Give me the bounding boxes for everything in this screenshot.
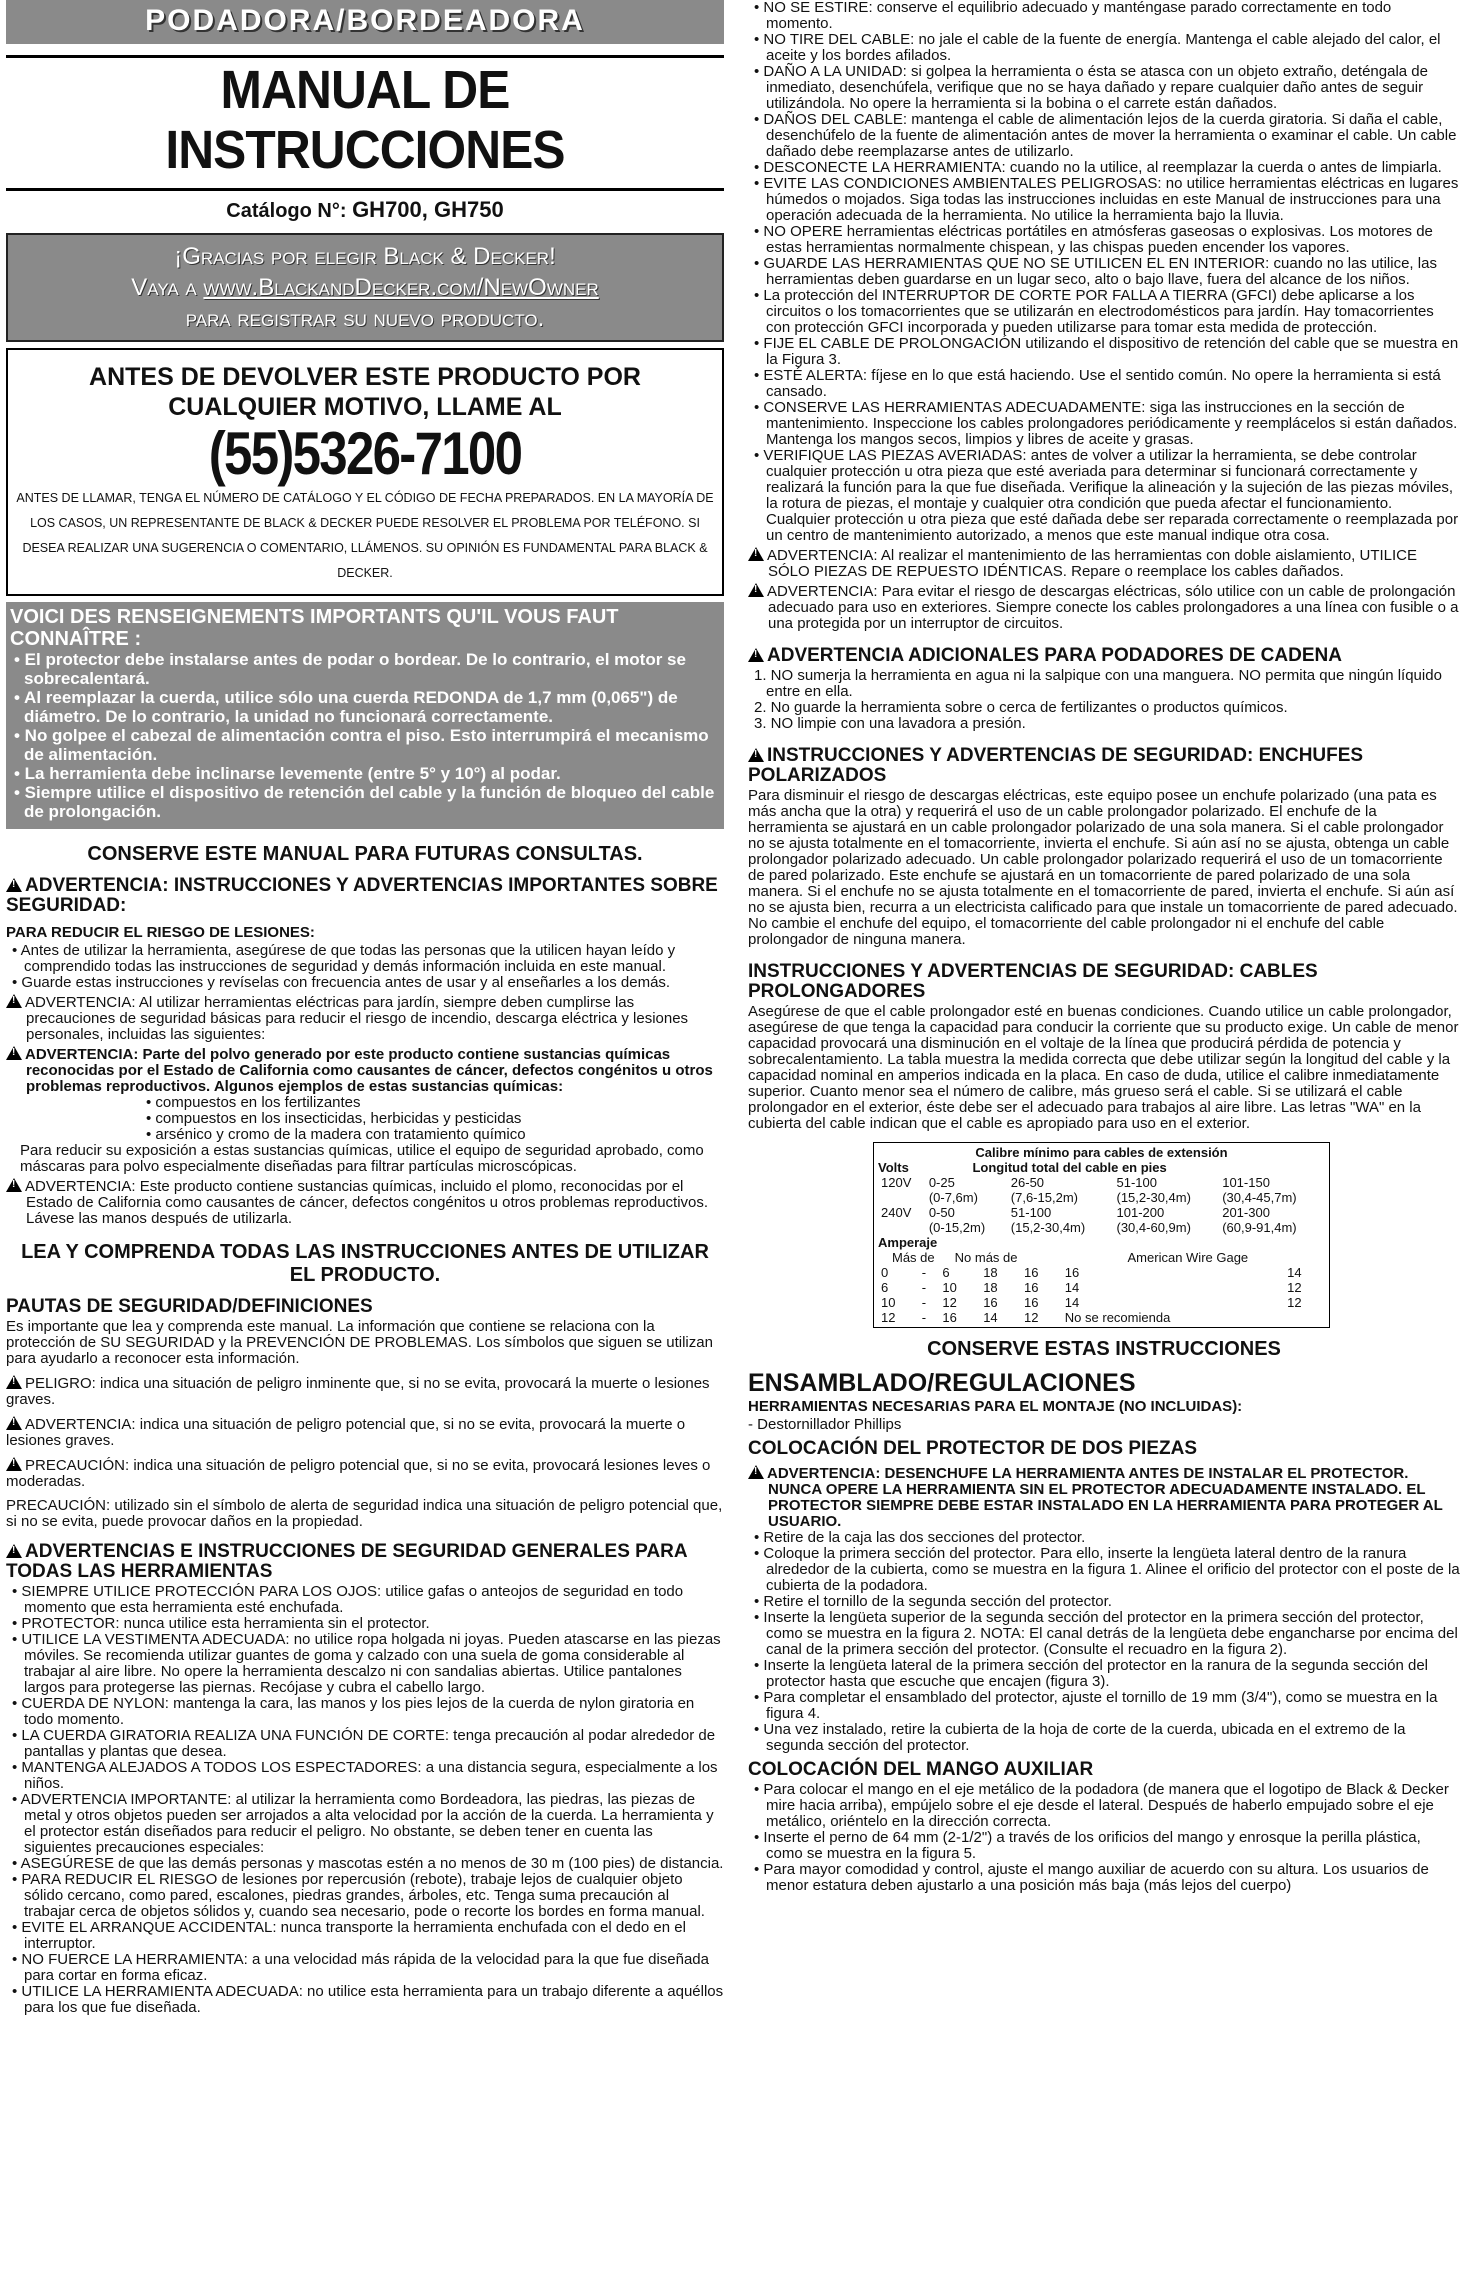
thanks-line1: ¡Gracias por elegir Black & Decker! [174,243,556,270]
list-item: • EVITE EL ARRANQUE ACCIDENTAL: nunca transporte la herramienta enchufada con el dedo en el interruptor. [12,1919,686,1952]
table-cell: 6 [881,1280,889,1295]
cable-text: Asegúrese de que el cable prolongador esté en buenas condiciones. Cuando utilice un cable prolongador, asegúrese de que tenga la capacidad para conducir la corriente que su producto exige. Un cable de menor capacidad provocará una disminución en el voltaje de la línea que producirá pérdida de potencia y sobrecalentamiento. La tabla muestra la medida correcta que debe utilizar según la longitud del cable y la capacidad nominal en amperios indicada en la placa. En caso de duda, utilice el calibre inmediatamente superior. Cuanto menor sea el número de calibre, más grueso será el cable. Si se utilizará el cable prolongador en el exterior, éste debe ser el adecuado para trabajos al aire libre. Las letras "WA" en la cubierta del cable indican que el cable es apropiado para uso en el exterior. [748,1003,1459,1132]
read-all-heading: LEA Y COMPRENDA TODAS LAS INSTRUCCIONES ANTES DE UTILIZAR EL PRODUCTO. [21,1241,709,1286]
table-cell: - [921,1265,927,1280]
important-box [6,602,724,829]
table-cell: (15,2-30,4m) [1010,1220,1086,1235]
list-item: • Una vez instalado, retire la cubierta de la hoja de corte de la cuerda, ubicada en el extremo de la segunda sección del protector. [754,1721,1406,1754]
list-item: • Para mayor comodidad y control, ajuste el mango auxiliar de acuerdo con su altura. Los usuarios de menor estatura deben ajustarlo a una posición más baja (más lejos del cuerpo) [754,1861,1429,1894]
phone-number: (55)5326-7100 [208,420,522,487]
list-item: • PROTECTOR: nunca utilice esta herramienta sin el protector. [12,1615,430,1632]
list-item: • Para completar el ensamblado del protector, ajuste el tornillo de 19 mm (3/4"), como se muestra en la figura 4. [754,1689,1438,1722]
important-title: VOICI DES RENSEIGNEMENTS IMPORTANTS QU'IL VOUS FAUT CONNAÎTRE : [10,606,619,650]
important-item: • La herramienta debe inclinarse levemente (entre 5° y 10°) al podar. [14,764,561,783]
table-cell: (60,9-91,4m) [1222,1220,1297,1235]
tools-title: HERRAMIENTAS NECESARIAS PARA EL MONTAJE (NO INCLUIDAS): [748,1398,1243,1415]
list-item: • Antes de utilizar la herramienta, asegúrese de que todas las personas que la utilicen hayan leído y comprendido todas las instrucciones de seguridad y demás información incluida en este manual. [12,942,676,975]
table-title: Calibre mínimo para cables de extensión [975,1145,1228,1160]
pautas-text: Es importante que lea y comprenda este manual. La información que contiene se relaciona con la protección de SU SEGURIDAD y la PREVENCIÓN DE PROBLEMAS. Los símbolos que siguen se utilizan para ayudarlo a reconocer esta información. [6,1318,713,1367]
volts-row [878,1220,1325,1235]
reduce-risk: PARA REDUCIR EL RIESGO DE LESIONES: [6,924,315,941]
table-cell [878,1220,926,1235]
table-header: Volts Longitud total del cable en pies [878,1160,1167,1175]
list-item: • La protección del INTERRUPTOR DE CORTE POR FALLA A TIERRA (GFCI) debe aplicarse a los circuitos o los tomacorrientes que se utilizarán en electrodomésticos para jardín. Hay tomacorrientes con protección GFCI incorporada y pueden utilizarse para tomar esta medida de protección. [754,287,1434,336]
warning-icon [6,1178,22,1192]
list-item: • Inserte la lengüeta lateral de la primera sección del protector en la ranura de la segunda sección del protector hasta que escuche que encajen (figura 3). [754,1657,1428,1690]
table-cell: 14 [983,1310,998,1325]
thanks-prefix: Vaya a [131,274,197,301]
amp-label: Amperaje [878,1235,938,1250]
table-cell: (30,4-60,9m) [1116,1220,1191,1235]
table-cell: 0 [881,1265,889,1280]
list-item: • Retire de la caja las dos secciones del protector. [754,1529,1086,1546]
table-cell: 12 [1287,1280,1302,1295]
amp-header: Más de No más de American Wire Gage [892,1250,1249,1265]
amp-row [878,1295,1325,1310]
table-cell: 120V [881,1175,912,1190]
important-item: • Al reemplazar la cuerda, utilice sólo una cuerda REDONDA de 1,7 mm (0,065") de diámetro. De lo contrario, la unidad no funcionará correctamente. [14,688,678,726]
table-cell: 16 [1024,1295,1039,1310]
table-cell: - [921,1295,927,1310]
important-item: • El protector debe instalarse antes de podar o bordear. De lo contrario, el motor se sobrecalentará. [14,650,686,688]
table-cell: 51-100 [1116,1175,1157,1190]
list-item: • NO SE ESTIRE: conserve el equilibrio adecuado y manténgase parado correctamente en todo momento. [754,0,1392,32]
table-cell: (0-15,2m) [928,1220,986,1235]
table-cell: 101-150 [1222,1175,1270,1190]
warning-icon [6,878,22,892]
left-column [6,0,724,2016]
table-cell: 16 [1024,1265,1039,1280]
list-item: • UTILICE LA HERRAMIENTA ADECUADA: no utilice esta herramienta para un trabajo diferente a aquéllos para los que fue diseñada. [12,1983,724,2016]
call-body: ANTES DE LLAMAR, TENGA EL NÚMERO DE CATÁLOGO Y EL CÓDIGO DE FECHA PREPARADOS. EN LA MAYORÍA DE LOS CASOS, UN REPRESENTANTE DE BLACK & DECKER PUEDE RESOLVER EL PROBLEMA POR TELÉFONO. SI DESEA REALIZAR UNA SUGERENCIA O COMENTARIO, LLÁMENOS. SU OPINIÓN ES FUNDAMENTAL PARA BLACK & DECKER. [16,491,714,580]
keep-manual: CONSERVE ESTE MANUAL PARA FUTURAS CONSULTAS. [87,843,643,865]
precaucion-def: !PRECAUCIÓN: indica una situación de peligro potencial que, si no se evita, provocará lesiones leves o moderadas. [6,1457,724,1490]
call-heading: ANTES DE DEVOLVER ESTE PRODUCTO POR CUALQUIER MOTIVO, LLAME AL [89,363,641,421]
list-item: • DAÑO A LA UNIDAD: si golpea la herramienta o ésta se atasca con un objeto extraño, deténgala de inmediato, desenchúfela, verifique que no se haya dañado y repare cualquier daño antes de seguir utilizándola. No opere la herramienta si la bobina o el carrete están dañados. [754,63,1428,112]
list-item: • CONSERVE LAS HERRAMIENTAS ADECUADAMENTE: siga las instrucciones en la sección de mantenimiento. Inspeccione los cables prolongadores periódicamente y reemplácelos si están dañados. Mantenga los mangos secos, limpios y libres de aceite y grasas. [754,399,1458,448]
advertencia-def: !ADVERTENCIA: indica una situación de peligro potencial que, si no se evita, provocará la muerte o lesiones graves. [6,1416,724,1449]
table-cell: (15,2-30,4m) [1116,1190,1191,1205]
list-item: • UTILICE LA VESTIMENTA ADECUADA: no utilice ropa holgada ni joyas. Pueden atascarse en las piezas móviles. Se recomienda utilizar guantes de goma y calzado con una suela de goma considerable al trabajar al aire libre. No opere la herramienta descalzo ni con sandalias abiertas. Utilice pantalones largos para protegerse las piernas. Recójase y cubra el cabello largo. [12,1631,721,1696]
peligro-def: !PELIGRO: indica una situación de peligro inminente que, si no se evita, provocará la muerte o lesiones graves. [6,1375,724,1408]
table-cell: 16 [1024,1280,1039,1295]
precaucion2-def: PRECAUCIÓN: utilizado sin el símbolo de alerta de seguridad indica una situación de peligro potencial que, si no se evita, puede provocar daños en la propiedad. [6,1497,723,1530]
warning-paragraph: !ADVERTENCIA: Al realizar el mantenimiento de las herramientas con doble aislamiento, UTILICE SÓLO PIEZAS DE REPUESTO IDÉNTICAS. Repare o reemplace los cables dañados. [748,547,1460,580]
divider [6,188,724,191]
right-column [748,0,1460,1894]
warning-icon [748,748,764,762]
volts-table [878,1175,1325,1235]
table-cell: (7,6-15,2m) [1010,1190,1078,1205]
chem-item: • arsénico y cromo de la madera con tratamiento químico [146,1126,526,1143]
table-cell: 18 [983,1265,998,1280]
product-banner: PODADORA/BORDEADORA [6,0,724,47]
warning-icon [6,1046,22,1060]
list-item: • CUERDA DE NYLON: mantenga la cara, las manos y los pies lejos de la cuerda de nylon giratoria en todo momento. [12,1695,695,1728]
list-item: • SIEMPRE UTILICE PROTECCIÓN PARA LOS OJOS: utilice gafas o anteojos de seguridad en todo momento que esta herramienta esté enchufada. [12,1583,684,1616]
warning-icon [748,1465,764,1479]
list-item: 2. No guarde la herramienta sobre o cerca de fertilizantes o productos químicos. [754,699,1288,716]
safety-warning-title: !ADVERTENCIA: INSTRUCCIONES Y ADVERTENCIAS IMPORTANTES SOBRE SEGURIDAD: [6,876,724,916]
list-item: • DAÑOS DEL CABLE: mantenga el cable de alimentación lejos de la cuerda giratoria. Si daña el cable, desenchúfelo de la fuente de alimentación antes de mover la herramienta o examinar el cable. Un cable dañado debe reemplazarse antes de utilizarlo. [754,111,1457,160]
list-item: • LA CUERDA GIRATORIA REALIZA UNA FUNCIÓN DE CORTE: tenga precaución al podar alrededor de pantallas y plantas que desea. [12,1727,716,1760]
warning-icon [6,1544,22,1558]
table-cell: - [921,1310,927,1325]
important-item: • Siempre utilice el dispositivo de retención del cable y la función de bloqueo del cable de prolongación. [14,783,715,821]
list-item: • ADVERTENCIA IMPORTANTE: al utilizar la herramienta como Bordeadora, las piedras, las piezas de metal y otros objetos pueden ser arrojados a alta velocidad por la acción de la cuerda. La herramienta y el protector están diseñados para reducir el peligro. No obstante, se deben tener en cuenta las siguientes precauciones especiales: [12,1791,714,1856]
list-item: • NO TIRE DEL CABLE: no jale el cable de la fuente de energía. Mantenga el cable alejado del calor, el aceite y los bordes afilados. [754,31,1441,64]
table-cell: 14 [1064,1280,1080,1295]
table-cell: 14 [1064,1295,1080,1310]
warning-icon [6,1416,22,1430]
warning-paragraph: !ADVERTENCIA: Al utilizar herramientas eléctricas para jardín, siempre deben cumplirse las precauciones de seguridad básicas para reducir el riesgo de incendio, descarga eléctrica y lesiones personales, incluidas las siguientes: [6,994,724,1043]
register-link[interactable]: www.BlackandDecker.com/NewOwner [203,274,599,301]
catalog-line [6,197,724,223]
table-cell: 16 [1064,1265,1080,1280]
warning-paragraph: !ADVERTENCIA: Para evitar el riesgo de descargas eléctricas, sólo utilice con un cable de prolongación adecuado para uso en exteriores. Siempre conecte los cables prolongadores a una línea con fusible o a una protegida por un interruptor de circuitos. [748,583,1460,632]
general-title: !ADVERTENCIAS E INSTRUCCIONES DE SEGURIDAD GENERALES PARA TODAS LAS HERRAMIENTAS [6,1542,724,1582]
table-cell: 12 [1024,1310,1039,1325]
list-item: • MANTENGA ALEJADOS A TODOS LOS ESPECTADORES: a una distancia segura, especialmente a los niños. [12,1759,718,1792]
warning-icon [6,1375,22,1389]
tool-item: - Destornillador Phillips [748,1416,902,1433]
list-item: • GUARDE LAS HERRAMIENTAS QUE NO SE UTILICEN EL EN INTERIOR: cuando no las utilice, las herramientas deben guardarse en un lugar seco, alto o bajo llave, fuera del alcance de los niños. [754,255,1437,288]
amp-row [878,1310,1325,1325]
thanks-line3: para registrar su nuevo producto. [185,305,545,332]
list-item: • DESCONECTE LA HERRAMIENTA: cuando no la utilice, al reemplazar la cuerda o antes de limpiarla. [754,159,1442,176]
table-cell [878,1190,926,1205]
amp-table [878,1265,1325,1325]
table-cell: No se recomienda [1064,1310,1171,1325]
volts-row [878,1175,1325,1190]
table-cell: - [921,1280,927,1295]
table-cell: 101-200 [1116,1205,1165,1220]
guard-title: COLOCACIÓN DEL PROTECTOR DE DOS PIEZAS [748,1438,1198,1459]
list-item: • Para colocar el mango en el eje metálico de la podadora (de manera que el logotipo de Black & Decker mire hacia arriba), empújelo sobre el eje desde el lateral. Después de haberlo empujado sobre el eje metálico, oriéntelo en la dirección correcta. [754,1781,1449,1830]
warning-icon [748,583,764,597]
pautas-title: PAUTAS DE SEGURIDAD/DEFINICIONES [6,1296,373,1317]
list-item: • ESTÉ ALERTA: fíjese en lo que está haciendo. Use el sentido común. No opere la herramienta si está cansado. [754,367,1441,400]
plug-title: !INSTRUCCIONES Y ADVERTENCIAS DE SEGURIDAD: ENCHUFES POLARIZADOS [748,746,1460,786]
chain-title: !ADVERTENCIA ADICIONALES PARA PODADORES DE CADENA [748,646,1460,666]
list-item: • VERIFIQUE LAS PIEZAS AVERIADAS: antes de volver a utilizar la herramienta, se debe controlar cualquier protección u otra pieza que esté averiada para determinar si funcionará correctamente y realizará la función para la que fue diseñada. Verifique la alineación y la sujeción de las piezas móviles, la rotura de piezas, el montaje y cualquier otra condición que pueda afectar el funcionamiento. Cualquier protección u otra pieza que esté dañada debe ser reparada correctamente o reemplazada por un centro de mantenimiento autorizado, a menos que este manual indique otra cosa. [754,447,1459,544]
volts-row [878,1205,1325,1220]
list-item: • NO FUERCE LA HERRAMIENTA: a una velocidad más rápida de la velocidad para la que fue diseñada para cortar en forma eficaz. [12,1951,709,1984]
plug-text: Para disminuir el riesgo de descargas eléctricas, este equipo posee un enchufe polarizado (una pata es más ancha que la otra) y requerirá el uso de un cable prolongador polarizado. El enchufe de la herramienta se ajustará en un cable prolongador polarizado de una sola manera. Si el cable prolongador no se ajusta totalmente en el tomacorriente, invierta el enchufe. Si aún así no se ajusta, obtenga un cable prolongador polarizado adecuado. Un cable prolongador polarizado requerirá el uso de un tomacorriente de pared polarizado. Este enchufe se ajustará en un tomacorriente de pared polarizado de una sola manera. Si el enchufe no se ajusta totalmente en el tomacorriente de pared, invierta el enchufe. Si aún así no se ajusta bien, recurra a un electricista calificado para que instale un tomacorriente de pared adecuado. No cambie el enchufe del equipo, el tomacorriente del cable prolongador ni el enchufe del cable prolongador de ninguna manera. [748,787,1458,948]
table-cell: (0-7,6m) [928,1190,978,1205]
thanks-line2 [12,272,718,303]
important-item: • No golpee el cabezal de alimentación contra el piso. Esto interrumpirá el mecanismo de alimentación. [14,726,709,764]
table-cell: 6 [942,1265,950,1280]
amp-row [878,1265,1325,1280]
list-item: • Retire el tornillo de la segunda sección del protector. [754,1593,1112,1610]
list-item: • FIJE EL CABLE DE PROLONGACIÓN utilizando el dispositivo de retención del cable que se muestra en la Figura 3. [754,335,1459,368]
list-item: • ASEGÚRESE de que las demás personas y mascotas estén a no menos de 30 m (100 pies) de distancia. [12,1855,724,1872]
cable-gauge-table [873,1142,1330,1328]
table-cell: 12 [1287,1295,1302,1310]
assembly-title: ENSAMBLADO/REGULACIONES [748,1369,1136,1397]
list-item: • PARA REDUCIR EL RIESGO de lesiones por repercusión (rebote), trabaje lejos de cualquier objeto sólido cercano, como pared, escalones, piedras grandes, árboles, etc. Tenga suma precaución al trabajar cerca de objetos sólidos y, cuando sea necesario, pode o recorte los bordes en forma manual. [12,1871,705,1920]
list-item: • Guarde estas instrucciones y revíselas con frecuencia antes de usar y al enseñarles a los demás. [12,974,671,991]
table-cell: 26-50 [1010,1175,1045,1190]
call-box [6,348,724,596]
table-cell: 0-25 [928,1175,955,1190]
table-cell [1284,1310,1325,1325]
table-cell: 18 [983,1280,998,1295]
warning-paragraph: !ADVERTENCIA: Parte del polvo generado por este producto contiene sustancias químicas reconocidas por el Estado de California como causantes de cáncer, defectos congénitos u otros problemas reproductivos. Algunos ejemplos de estas sustancias químicas: [6,1046,724,1095]
volts-row [878,1190,1325,1205]
handle-title: COLOCACIÓN DEL MANGO AUXILIAR [748,1759,1094,1780]
manual-title: MANUAL DE INSTRUCCIONES [165,60,565,180]
table-cell: 10 [881,1295,896,1310]
table-cell: 240V [881,1205,912,1220]
table-cell: 16 [942,1310,957,1325]
chem-item: • compuestos en los insecticidas, herbicidas y pesticidas [146,1110,522,1127]
table-cell: 51-100 [1010,1205,1052,1220]
warning-paragraph: !ADVERTENCIA: Este producto contiene sustancias químicas, incluido el plomo, reconocidas por el Estado de California como causantes de cáncer, defectos congénitos u otros problemas reproductivos. Lávese las manos después de utilizarla. [6,1178,724,1227]
warning-icon [6,1457,22,1471]
keep-instructions: CONSERVE ESTAS INSTRUCCIONES [927,1338,1281,1360]
list-item: • NO OPERE herramientas eléctricas portátiles en atmósferas gaseosas o explosivas. Los motores de estas herramientas normalmente chispean, y las chispas pueden encender los vapores. [754,223,1433,256]
reduce-exposure: Para reducir su exposición a estas sustancias químicas, utilice el equipo de seguridad aprobado, como máscaras para polvo especialmente diseñadas para filtrar partículas microscópicas. [20,1142,704,1175]
warning-icon [748,648,764,662]
warning-paragraph: !ADVERTENCIA: DESENCHUFE LA HERRAMIENTA ANTES DE INSTALAR EL PROTECTOR. NUNCA OPERE LA HERRAMIENTA SIN EL PROTECTOR ADECUADAMENTE INSTALADO. EL PROTECTOR SIEMPRE DEBE ESTAR INSTALADO EN LA HERRAMIENTA PARA PROTEGER AL USUARIO. [748,1465,1460,1530]
table-cell: 0-50 [928,1205,955,1220]
table-cell: 10 [942,1280,957,1295]
list-item: 1. NO sumerja la herramienta en agua ni la salpique con una manguera. NO permita que ningún líquido entre en ella. [754,667,1442,700]
divider [6,55,724,58]
list-item: 3. NO limpie con una lavadora a presión. [754,715,1026,732]
table-cell: 14 [1287,1265,1302,1280]
list-item: • EVITE LAS CONDICIONES AMBIENTALES PELIGROSAS: no utilice herramientas eléctricas en lugares húmedos o mojados. Siga todas las instrucciones incluidas en este Manual de instrucciones para una operación adecuada de la herramienta. No utilice la herramienta bajo la lluvia. [754,175,1459,224]
thanks-box [6,233,724,342]
amp-row [878,1280,1325,1295]
warning-icon [6,994,22,1008]
cable-title: INSTRUCCIONES Y ADVERTENCIAS DE SEGURIDAD: CABLES PROLONGADORES [748,961,1318,1002]
list-item: • Inserte la lengüeta superior de la segunda sección del protector en la primera sección del protector, como se muestra en la figura 2. NOTA: El canal detrás de la lengüeta debe engancharse por encima del canal de la primera sección del protector. (Consulte el recuadro en la figura 2). [754,1609,1458,1658]
table-cell: 12 [942,1295,957,1310]
table-cell: 16 [983,1295,998,1310]
table-cell: 12 [881,1310,896,1325]
list-item: • Inserte el perno de 64 mm (2-1/2") a través de los orificios del mango y enrosque la perilla plástica, como se muestra en la figura 5. [754,1829,1421,1862]
catalog-label: Catálogo N°: [226,200,347,222]
catalog-models: GH700, GH750 [352,197,504,222]
chem-item: • compuestos en los fertilizantes [146,1094,361,1111]
list-item: • Coloque la primera sección del protector. Para ello, inserte la lengüeta lateral dentro de la ranura alrededor de la cubierta, como se muestra en la figura 1. Alinee el orificio del protector con el poste de la cubierta de la podadora. [754,1545,1460,1594]
table-cell: 201-300 [1222,1205,1270,1220]
table-cell: (30,4-45,7m) [1222,1190,1297,1205]
warning-icon [748,547,764,561]
